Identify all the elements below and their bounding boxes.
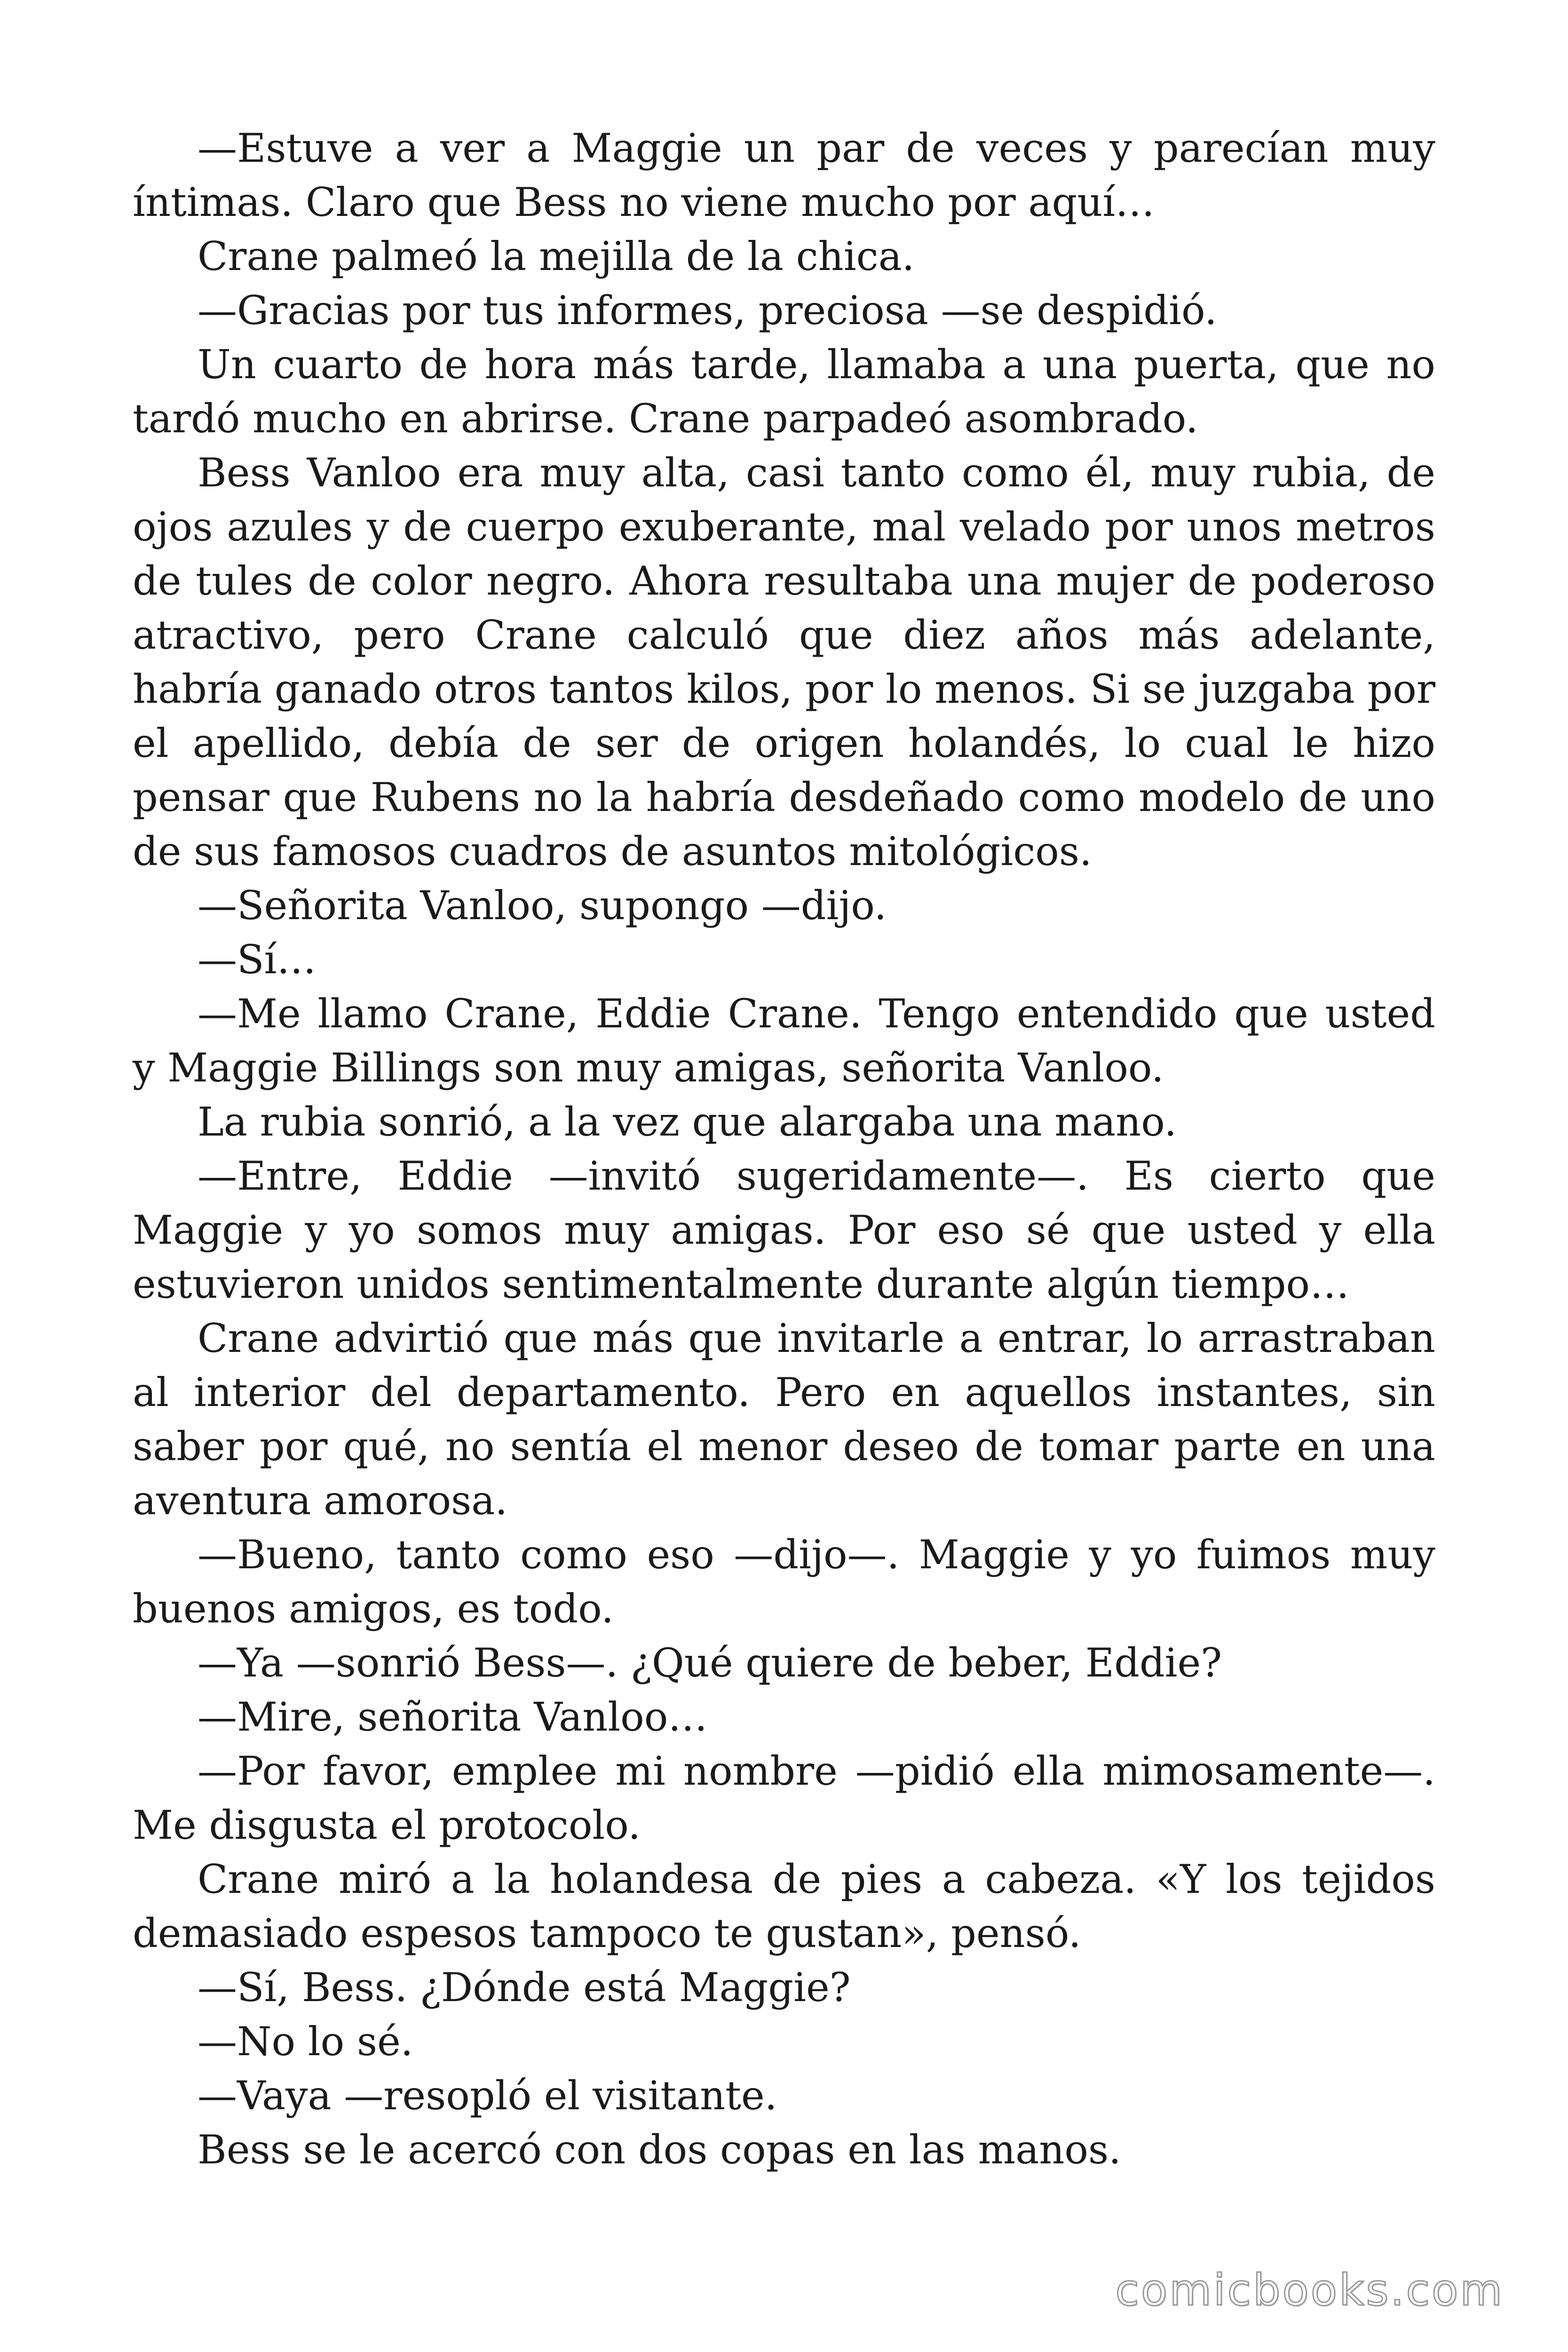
paragraph-13: —Ya —sonrió Bess—. ¿Qué quiere de beber, Eddie? [198, 1640, 1222, 1686]
paragraph-9: La rubia sonrió, a la vez que alargaba una mano. [198, 1099, 1177, 1145]
paragraph-12: —Bueno, tanto como eso —dijo—. Maggie y yo fuimos muy buenos amigos, es todo. [133, 1532, 1435, 1632]
paragraph-11: Crane advirtió que más que invitarle a entrar, lo arrastraban al interior del departamento. Pero en aquellos instantes, sin saber por qué, no sentía el menor deseo de tomar parte en una aventura amorosa. [133, 1315, 1435, 1524]
paragraph-8: —Me llamo Crane, Eddie Crane. Tengo entendido que usted y Maggie Billings son muy amigas, señorita Vanloo. [133, 991, 1435, 1091]
paragraph-6: —Señorita Vanloo, supongo —dijo. [198, 882, 887, 929]
paragraph-3: —Gracias por tus informes, preciosa —se despidió. [198, 287, 1217, 334]
paragraph-20: Bess se le acercó con dos copas en las manos. [198, 2127, 1121, 2173]
paragraph-7: —Sí… [198, 937, 317, 983]
paragraph-16: Crane miró a la holandesa de pies a cabeza. «Y los tejidos demasiado espesos tampoco te gustan», pensó. [133, 1856, 1435, 1956]
paragraph-17: —Sí, Bess. ¿Dónde está Maggie? [198, 1964, 851, 2010]
paragraph-1: —Estuve a ver a Maggie un par de veces y parecían muy íntimas. Claro que Bess no viene mucho por aquí… [133, 125, 1435, 225]
paragraph-19: —Vaya —resopló el visitante. [198, 2073, 777, 2119]
paragraph-15: —Por favor, emplee mi nombre —pidió ella mimosamente—. Me disgusta el protocolo. [133, 1748, 1435, 1848]
paragraph-5: Bess Vanloo era muy alta, casi tanto como él, muy rubia, de ojos azules y de cuerpo exuberante, mal velado por unos metros de tules de color negro. Ahora resultaba una mujer de poderoso atractivo, pero Crane calculó que diez años más adelante, habría ganado otros tantos kilos, por lo menos. Si se juzgaba por el apellido, debía de ser de origen holandés, lo cual le hizo pensar que Rubens no la habría desdeñado como modelo de uno de sus famosos cuadros de asuntos mitológicos. [133, 450, 1435, 874]
paragraph-4: Un cuarto de hora más tarde, llamaba a una puerta, que no tardó mucho en abrirse. Crane parpadeó asombrado. [133, 342, 1435, 442]
paragraph-2: Crane palmeó la mejilla de la chica. [198, 233, 915, 279]
watermark: comicbooks.com [1115, 2265, 1504, 2315]
paragraph-10: —Entre, Eddie —invitó sugeridamente—. Es cierto que Maggie y yo somos muy amigas. Por eso sé que usted y ella estuvieron unidos sentimentalmente durante algún tiempo… [133, 1153, 1435, 1307]
paragraph-14: —Mire, señorita Vanloo… [198, 1694, 708, 1740]
paragraph-18: —No lo sé. [198, 2018, 413, 2065]
body-text [133, 121, 1435, 2177]
